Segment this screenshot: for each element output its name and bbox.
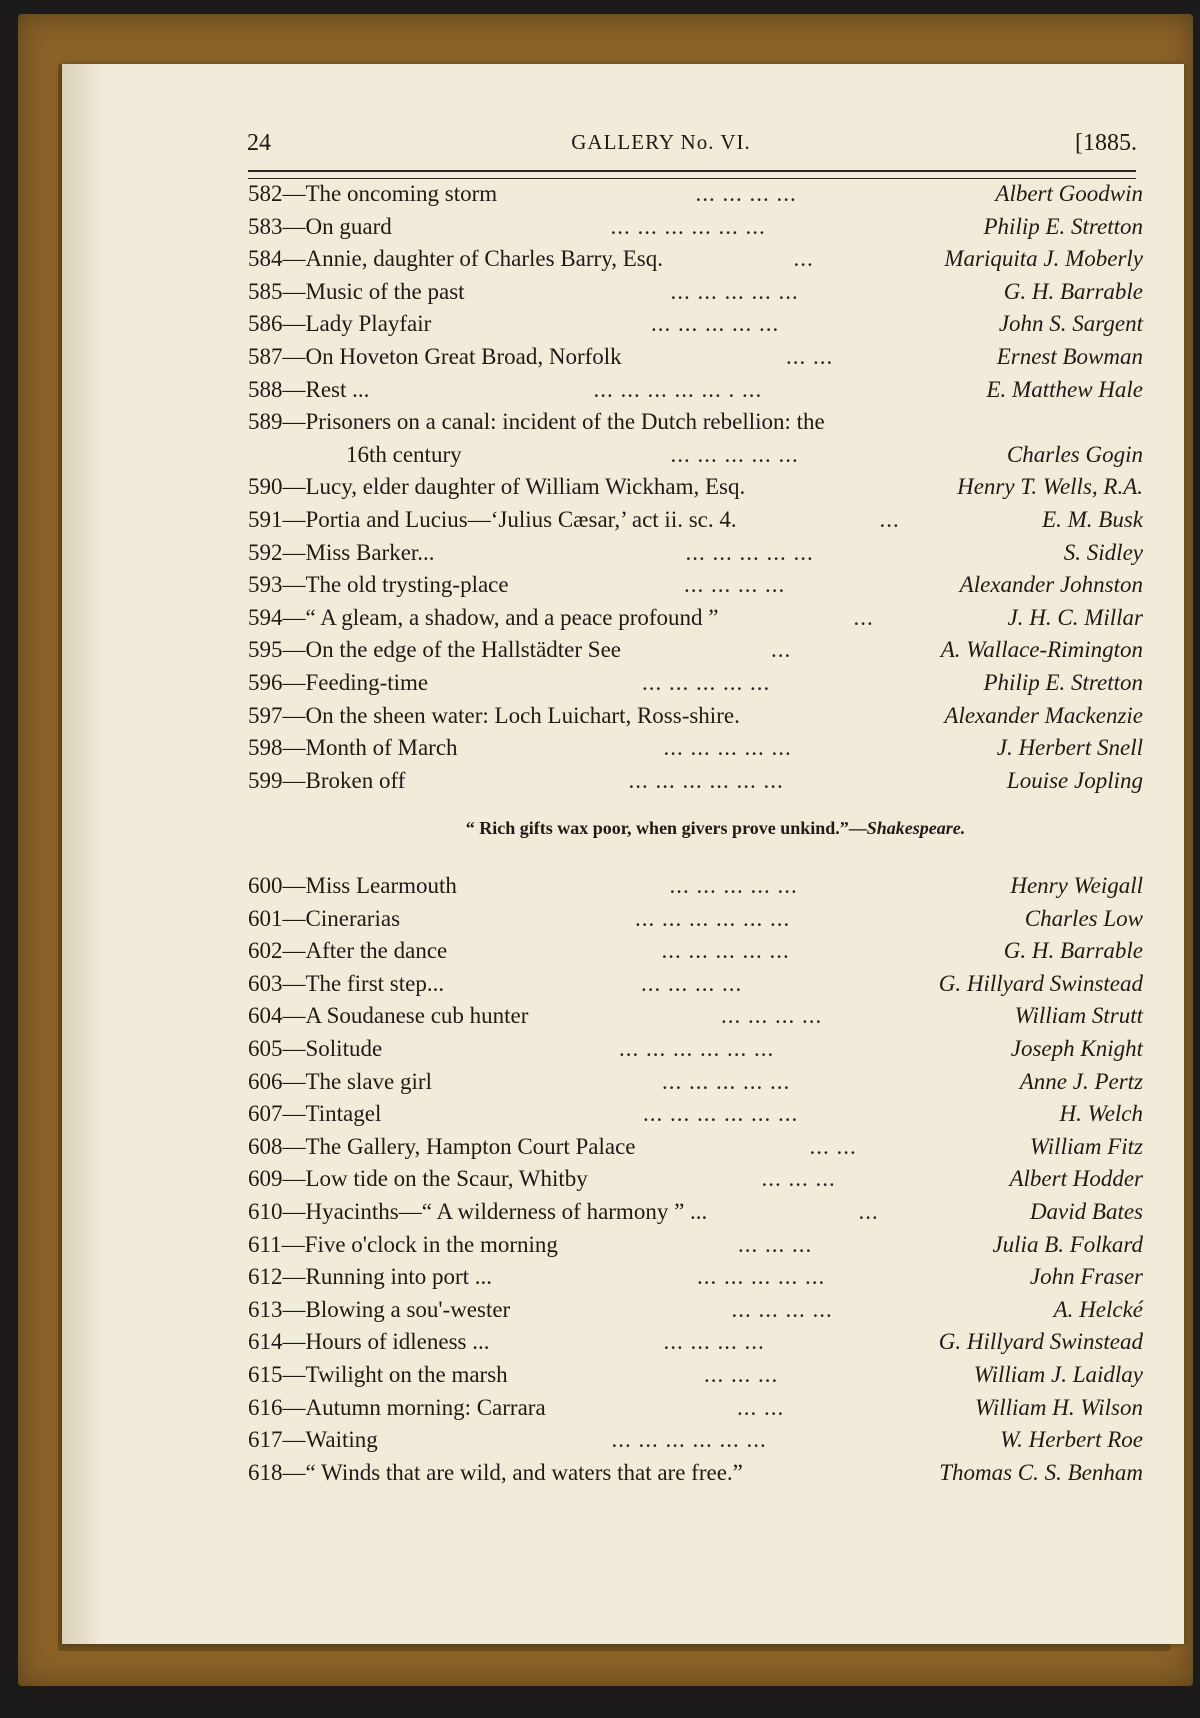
leader-dots: ... ... ... [704,1361,779,1387]
entry-number: 611 [248,1231,282,1257]
leader-dots: ... ... ... ... ... . ... [593,376,763,402]
catalogue-entry [248,178,1143,211]
entry-number: 617 [248,1427,283,1453]
entry-title: Twilight on the marsh [305,1361,508,1387]
entry-title: Tintagel [305,1101,382,1127]
catalogue-entry [248,276,1143,309]
epigraph-attribution: Shakespeare. [866,818,966,838]
leader-dots: ... [771,637,792,663]
catalogue-entry [248,667,1143,700]
em-dash: — [282,873,306,898]
entry-number: 613 [248,1296,283,1322]
catalogue-entry [248,243,1143,276]
entry-number-title [248,1424,378,1457]
entry-title: Low tide on the Scaur, Whitby [305,1166,588,1192]
entry-title: Blowing a sou'-wester [305,1296,511,1322]
entry-number: 605 [248,1035,283,1061]
artist-name: John Fraser [1029,1264,1143,1290]
em-dash: — [282,1133,306,1159]
leader-dots: ... ... ... [738,1231,813,1257]
catalogue-entry [248,406,1143,439]
entry-number: 608 [248,1133,283,1159]
entry-number-title [248,667,428,700]
artist-name: John S. Sargent [998,311,1143,337]
entry-title: Portia and Lucius—‘Julius Cæsar,’ act ii. sc. 4. [305,506,737,532]
entry-title: Running into port ... [305,1264,493,1290]
entry-number-title [248,569,509,602]
artist-name: Julia B. Folkard [992,1231,1143,1257]
artist-name: J. Herbert Snell [996,735,1143,761]
artist-name: David Bates [1029,1198,1143,1224]
entry-title: Lucy, elder daughter of William Wickham, Esq. [305,474,746,500]
artist-name: A. Helcké [1053,1296,1143,1322]
leader-dots: ... ... ... ... ... ... [611,1427,767,1453]
catalogue-entry [248,1261,1143,1294]
entry-number-title [248,374,369,407]
em-dash: — [282,767,306,793]
em-dash: — [282,539,306,565]
artist-name: William Strutt [1014,1003,1143,1029]
catalogue-entry [248,903,1143,936]
entry-number-title [248,341,622,374]
leader-dots: ... ... ... ... ... [661,938,790,964]
entry-title: Month of March [305,735,458,761]
artist-name: William J. Laidlay [973,1361,1143,1387]
leader-dots: ... ... ... ... ... [685,539,814,565]
entry-number-title [248,1000,528,1033]
entry-title: The Gallery, Hampton Court Palace [305,1133,636,1159]
em-dash: — [282,1101,306,1127]
entry-number: 588 [248,376,283,402]
catalogue-entry [248,935,1143,968]
entry-number-title [248,634,621,667]
entry-number: 599 [248,767,283,793]
entry-title: On guard [305,213,392,239]
entry-number-title [248,308,431,341]
entry-title: The slave girl [305,1068,432,1094]
catalogue-entry [248,504,1143,537]
em-dash: — [282,246,306,272]
entry-title: Five o'clock in the morning [304,1231,558,1257]
entry-number: 592 [248,539,283,565]
catalogue-entry [248,1326,1143,1359]
artist-name: Anne J. Pertz [1019,1068,1143,1094]
catalogue-entry [248,308,1143,341]
artist-name: W. Herbert Roe [1000,1427,1143,1453]
artist-name: Joseph Knight [1010,1035,1143,1061]
leader-dots: ... ... ... ... ... [663,735,792,761]
em-dash: — [282,1068,306,1094]
entry-number-title [248,1326,489,1359]
artist-name: Alexander Mackenzie [944,702,1143,728]
entry-number: 612 [248,1264,283,1290]
entry-number-title [248,732,458,765]
entry-number-title [248,700,740,733]
entry-title: On Hoveton Great Broad, Norfolk [305,343,622,369]
catalogue-list-1 [248,178,1143,797]
em-dash: — [282,1264,306,1290]
entry-number: 606 [248,1068,283,1094]
artist-name: Ernest Bowman [996,343,1143,369]
entry-title: “ Winds that are wild, and waters that are free.” [305,1459,743,1485]
leader-dots: ... ... ... ... ... ... [610,213,766,239]
leader-dots: ... [793,246,814,272]
leader-dots: ... ... ... ... ... ... [635,905,791,931]
artist-name: A. Wallace-Rimington [940,637,1143,663]
catalogue-entry [248,537,1143,570]
entry-title: Rest ... [305,376,370,402]
entry-title: Miss Barker... [305,539,435,565]
catalogue-entry [248,1163,1143,1196]
entry-number: 593 [248,572,283,598]
entry-number: 595 [248,637,283,663]
em-dash: — [282,311,306,337]
em-dash: — [282,938,306,964]
entry-number-title [248,1066,432,1099]
entry-number: 600 [248,873,283,898]
catalogue-entry [248,374,1143,407]
leader-dots: ... ... [737,1394,785,1420]
entry-number-title [248,968,444,1001]
em-dash: — [282,604,306,630]
entry-number: 598 [248,735,283,761]
catalogue-entry [248,1294,1143,1327]
entry-title: The oncoming storm [305,181,498,206]
catalogue-entry [248,1098,1143,1131]
em-dash: — [282,474,306,500]
artist-name: E. M. Busk [1042,506,1143,532]
entry-number: 590 [248,474,283,500]
leader-dots: ... ... ... ... ... [670,278,799,304]
entry-number: 596 [248,669,283,695]
entry-title: Broken off [305,767,406,793]
entry-number: 587 [248,343,283,369]
artist-name: Mariquita J. Moberly [944,246,1143,272]
entry-title: The old trysting-place [305,572,509,598]
entry-number-title [346,439,462,472]
artist-name: Albert Goodwin [995,181,1143,206]
entry-number: 616 [248,1394,283,1420]
artist-name: H. Welch [1059,1101,1143,1127]
entry-number-title [248,276,465,309]
em-dash: — [282,1394,306,1420]
artist-name: Charles Low [1024,905,1143,931]
em-dash: — [282,1329,306,1355]
entry-title: After the dance [305,938,448,964]
em-dash: — [282,278,306,304]
leader-dots: ... ... [809,1133,857,1159]
entry-number: 597 [248,702,283,728]
catalogue-entry [248,1000,1143,1033]
entry-number-title [248,1098,381,1131]
em-dash: — [282,1427,306,1453]
entry-number: 584 [248,246,283,272]
leader-dots: ... ... ... ... [731,1296,833,1322]
entry-title: On the edge of the Hallstädter See [305,637,621,663]
em-dash: — [282,1166,306,1192]
entry-title: Miss Learmouth [305,873,457,898]
entry-title: Solitude [305,1035,383,1061]
leader-dots: ... [853,604,874,630]
catalogue-entry [248,1392,1143,1425]
leader-dots: ... [858,1198,879,1224]
artist-name: E. Matthew Hale [986,376,1143,402]
entry-number: 610 [248,1198,283,1224]
em-dash: — [282,376,306,402]
page-header [185,130,1137,164]
catalogue-entry [248,1424,1143,1457]
entry-title: Autumn morning: Carrara [305,1394,546,1420]
leader-dots: ... ... [786,343,834,369]
entry-number: 582 [248,181,283,206]
entry-number-title [248,211,392,244]
catalogue-entry [248,1131,1143,1164]
entry-number-title [248,1294,510,1327]
em-dash: — [282,1035,306,1061]
entry-number-title [248,1359,508,1392]
entry-number: 594 [248,604,283,630]
leader-dots: ... ... ... ... ... ... [643,1101,799,1127]
leader-dots: ... ... ... ... ... ... [619,1035,775,1061]
em-dash: — [282,1361,306,1387]
em-dash: — [282,970,306,996]
catalogue-entry [248,1066,1143,1099]
entry-number-title [248,602,719,635]
entry-number: 586 [248,311,283,337]
em-dash: — [282,506,306,532]
leader-dots: ... ... ... ... ... [670,441,799,467]
entry-number: 609 [248,1166,283,1192]
catalogue-entry [248,1196,1143,1229]
catalogue-entry [248,211,1143,244]
entry-title: “ A gleam, a shadow, and a peace profound ” [305,604,719,630]
leader-dots: ... ... ... ... ... [651,311,780,337]
catalogue-entry [248,765,1143,798]
entry-number: 614 [248,1329,283,1355]
catalogue-entry [248,439,1143,472]
leader-dots: ... ... ... ... ... ... [628,767,784,793]
entry-number: 589 [248,409,283,435]
entry-number-title [248,1131,636,1164]
entry-number-title [248,504,737,537]
catalogue-entry [248,1359,1143,1392]
entry-number-title [248,1196,707,1229]
entry-number: 618 [248,1459,283,1485]
entry-number-title [248,243,663,276]
entry-title: Cinerarias [305,905,401,931]
entry-title: Feeding-time [305,669,429,695]
em-dash: — [282,1296,306,1322]
entry-title: The first step... [305,970,445,996]
gallery-title: GALLERY No. VI. [571,130,751,154]
catalogue-entry [248,870,1143,903]
catalogue-list-2 [248,870,1143,1489]
em-dash: — [282,637,306,663]
page-number: 24 [247,130,271,156]
artist-name: G. H. Barrable [1003,938,1143,964]
entry-number: 603 [248,970,283,996]
artist-name: William Fitz [1029,1133,1143,1159]
catalogue-entry [248,602,1143,635]
em-dash: — [282,213,306,239]
em-dash: — [282,1198,306,1224]
entry-number-title [248,178,497,211]
entry-number-title [248,903,400,936]
artist-name: G. Hillyard Swinstead [938,970,1143,996]
leader-dots: ... ... ... ... [641,970,743,996]
leader-dots: ... ... ... ... [663,1329,765,1355]
page-edge [62,64,102,1644]
entry-number-title [248,935,447,968]
em-dash: — [282,572,306,598]
epigraph-text: “ Rich gifts wax poor, when givers prove unkind.”— [465,818,867,838]
leader-dots: ... ... ... ... [684,572,786,598]
entry-number: 604 [248,1003,283,1029]
catalogue-entry [248,1457,1143,1490]
em-dash: — [282,343,306,369]
entry-number: 583 [248,213,283,239]
entry-title: Music of the past [305,278,465,304]
leader-dots: ... ... ... ... ... [669,873,798,898]
entry-number: 591 [248,506,283,532]
entry-number-title [248,1261,492,1294]
em-dash: — [282,735,306,761]
em-dash: — [282,905,306,931]
entry-number-title [248,1229,558,1262]
entry-title: Hours of idleness ... [305,1329,490,1355]
catalogue-entry [248,1033,1143,1066]
leader-dots: ... ... ... ... ... [642,669,771,695]
leader-dots: ... ... ... ... [721,1003,823,1029]
catalogue-entry [248,1229,1143,1262]
entry-number-title [248,765,405,798]
entry-number-title [248,471,745,504]
em-dash: — [282,702,306,728]
artist-name: G. H. Barrable [1003,278,1143,304]
entry-number: 607 [248,1101,283,1127]
artist-name: Philip E. Stretton [983,213,1143,239]
leader-dots: ... ... ... ... ... [662,1068,791,1094]
entry-title: Hyacinths—“ A wilderness of harmony ” ... [305,1198,708,1224]
year: [1885. [1075,130,1137,156]
artist-name: Albert Hodder [1009,1166,1143,1192]
entry-title: On the sheen water: Loch Luichart, Ross-shire. [305,702,740,728]
entry-title: Annie, daughter of Charles Barry, Esq. [305,246,663,272]
em-dash: — [282,1003,306,1029]
entry-number-title [248,1033,382,1066]
catalogue-entry [248,732,1143,765]
em-dash: — [282,181,306,206]
em-dash: — [282,409,306,435]
entry-number: 601 [248,905,283,931]
entry-title: A Soudanese cub hunter [305,1003,529,1029]
catalogue-entry [248,700,1143,733]
catalogue-entry [248,634,1143,667]
leader-dots: ... ... ... ... ... [697,1264,826,1290]
artist-name: Charles Gogin [1006,441,1143,467]
entry-number-title [248,870,457,903]
artist-name: Henry T. Wells, R.A. [957,474,1143,500]
entry-number-title [248,1457,743,1490]
entry-number: 585 [248,278,283,304]
artist-name: S. Sidley [1063,539,1143,565]
catalogue-entry [248,968,1143,1001]
artist-name: J. H. C. Millar [1007,604,1143,630]
entry-number: 602 [248,938,283,964]
entry-number: 615 [248,1361,283,1387]
leader-dots: ... [879,506,900,532]
em-dash: — [282,669,306,695]
em-dash: — [281,1231,305,1257]
entry-number-title [248,1163,588,1196]
entry-title: 16th century [346,441,462,467]
entry-title: Prisoners on a canal: incident of the Dutch rebellion: the [305,409,825,435]
entry-title: Waiting [305,1427,378,1453]
epigraph [248,818,1143,839]
catalogue-entry [248,341,1143,374]
catalogue-entry [248,569,1143,602]
entry-title: Lady Playfair [305,311,432,337]
em-dash: — [282,1459,306,1485]
leader-dots: ... ... ... ... [695,181,797,206]
entry-number-title [248,406,825,439]
artist-name: Thomas C. S. Benham [939,1459,1143,1485]
artist-name: Alexander Johnston [959,572,1143,598]
artist-name: Louise Jopling [1006,767,1143,793]
artist-name: G. Hillyard Swinstead [938,1329,1143,1355]
catalogue-entry [248,471,1143,504]
artist-name: Philip E. Stretton [983,669,1143,695]
artist-name: William H. Wilson [974,1394,1143,1420]
artist-name: Henry Weigall [1010,873,1143,898]
leader-dots: ... ... ... [761,1166,836,1192]
entry-number-title [248,1392,546,1425]
entry-number-title [248,537,435,570]
